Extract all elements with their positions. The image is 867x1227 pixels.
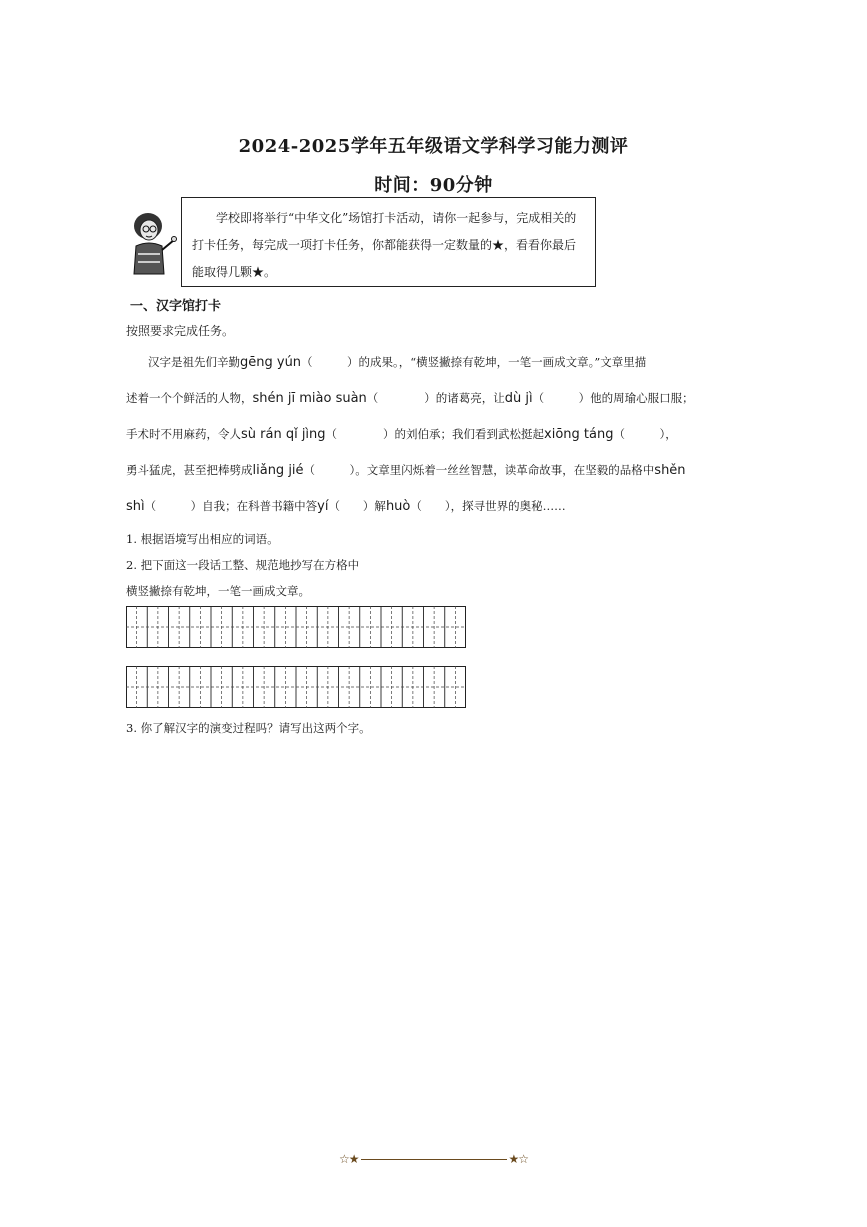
pinyin-shi: shì [126, 499, 145, 514]
copy-source-text: 横竖撇捺有乾坤，一笔一画成文章。 [126, 584, 310, 598]
passage-text: （ ），探寻世界的奥秘…… [410, 499, 566, 513]
passage-text: （ ）解 [328, 499, 386, 513]
passage-text: （ ）他的周瑜心服口服； [532, 391, 694, 405]
pinyin-shen: shěn [654, 463, 686, 478]
question-2: 2. 把下面这一段话工整、规范地抄写在方格中 [126, 558, 360, 572]
page-footer [0, 1152, 867, 1166]
passage-text: （ ）。文章里闪烁着一丝丝智慧，读革命故事，在坚毅的品格中 [303, 463, 655, 477]
teacher-illustration [124, 210, 178, 276]
passage-text: 述着一个个鲜活的人物， [126, 391, 253, 405]
pinyin-duji: dù jì [504, 391, 533, 406]
exam-duration: 时间：90分钟 [374, 175, 493, 196]
question-1: 1. 根据语境写出相应的词语。 [126, 532, 279, 546]
passage-line-2 [126, 390, 694, 406]
passage-text: （ ）自我；在科普书籍中答 [144, 499, 318, 513]
pinyin-gengyun: gēng yún [240, 355, 302, 370]
passage-text: 汉字是祖先们辛勤 [148, 355, 240, 369]
writing-grid-row-1[interactable] [126, 606, 466, 648]
passage-line-3 [126, 426, 677, 442]
passage-text: 手术时不用麻药，令人 [126, 427, 241, 441]
page-title: 2024-2025学年五年级语文学科学习能力测评 [238, 136, 629, 157]
passage-text: （ ）的刘伯承；我们看到武松挺起 [325, 427, 545, 441]
pinyin-xiongtang: xiōng táng [544, 427, 614, 442]
section-heading: 一、汉字馆打卡 [130, 299, 222, 314]
passage-text: （ ）的成果。，“横竖撇捺有乾坤，一笔一画成文章。”文章里描 [301, 355, 647, 369]
footer-stars-left: ☆★ [338, 1152, 359, 1166]
passage-text: 勇斗猛虎，甚至把棒劈成 [126, 463, 253, 477]
section-instruction: 按照要求完成任务。 [126, 324, 235, 338]
pinyin-huo: huò [385, 499, 411, 514]
writing-grid-row-2[interactable] [126, 666, 466, 708]
passage-text: （ ）的诸葛亮，让 [366, 391, 505, 405]
pinyin-liangjie: liǎng jié [252, 463, 304, 478]
passage-line-1 [148, 354, 646, 370]
pinyin-yi: yí [317, 499, 329, 514]
passage-line-4 [126, 462, 686, 478]
question-3: 3. 你了解汉字的演变过程吗？请写出这两个字。 [126, 721, 371, 735]
footer-divider [361, 1159, 507, 1160]
passage-line-5 [126, 498, 566, 514]
intro-box [181, 197, 596, 287]
pinyin-shenjimiaosuan: shén jī miào suàn [252, 391, 367, 406]
footer-stars-right: ★☆ [508, 1152, 529, 1166]
pinyin-suranqijing: sù rán qǐ jìng [241, 427, 326, 442]
passage-text: （ ）， [613, 427, 677, 441]
intro-text: 学校即将举行“中华文化”场馆打卡活动，请你一起参与，完成相关的打卡任务，每完成一项打卡任务，你都能获得一定数量的★，看看你最后能取得几颗★。 [192, 211, 577, 279]
